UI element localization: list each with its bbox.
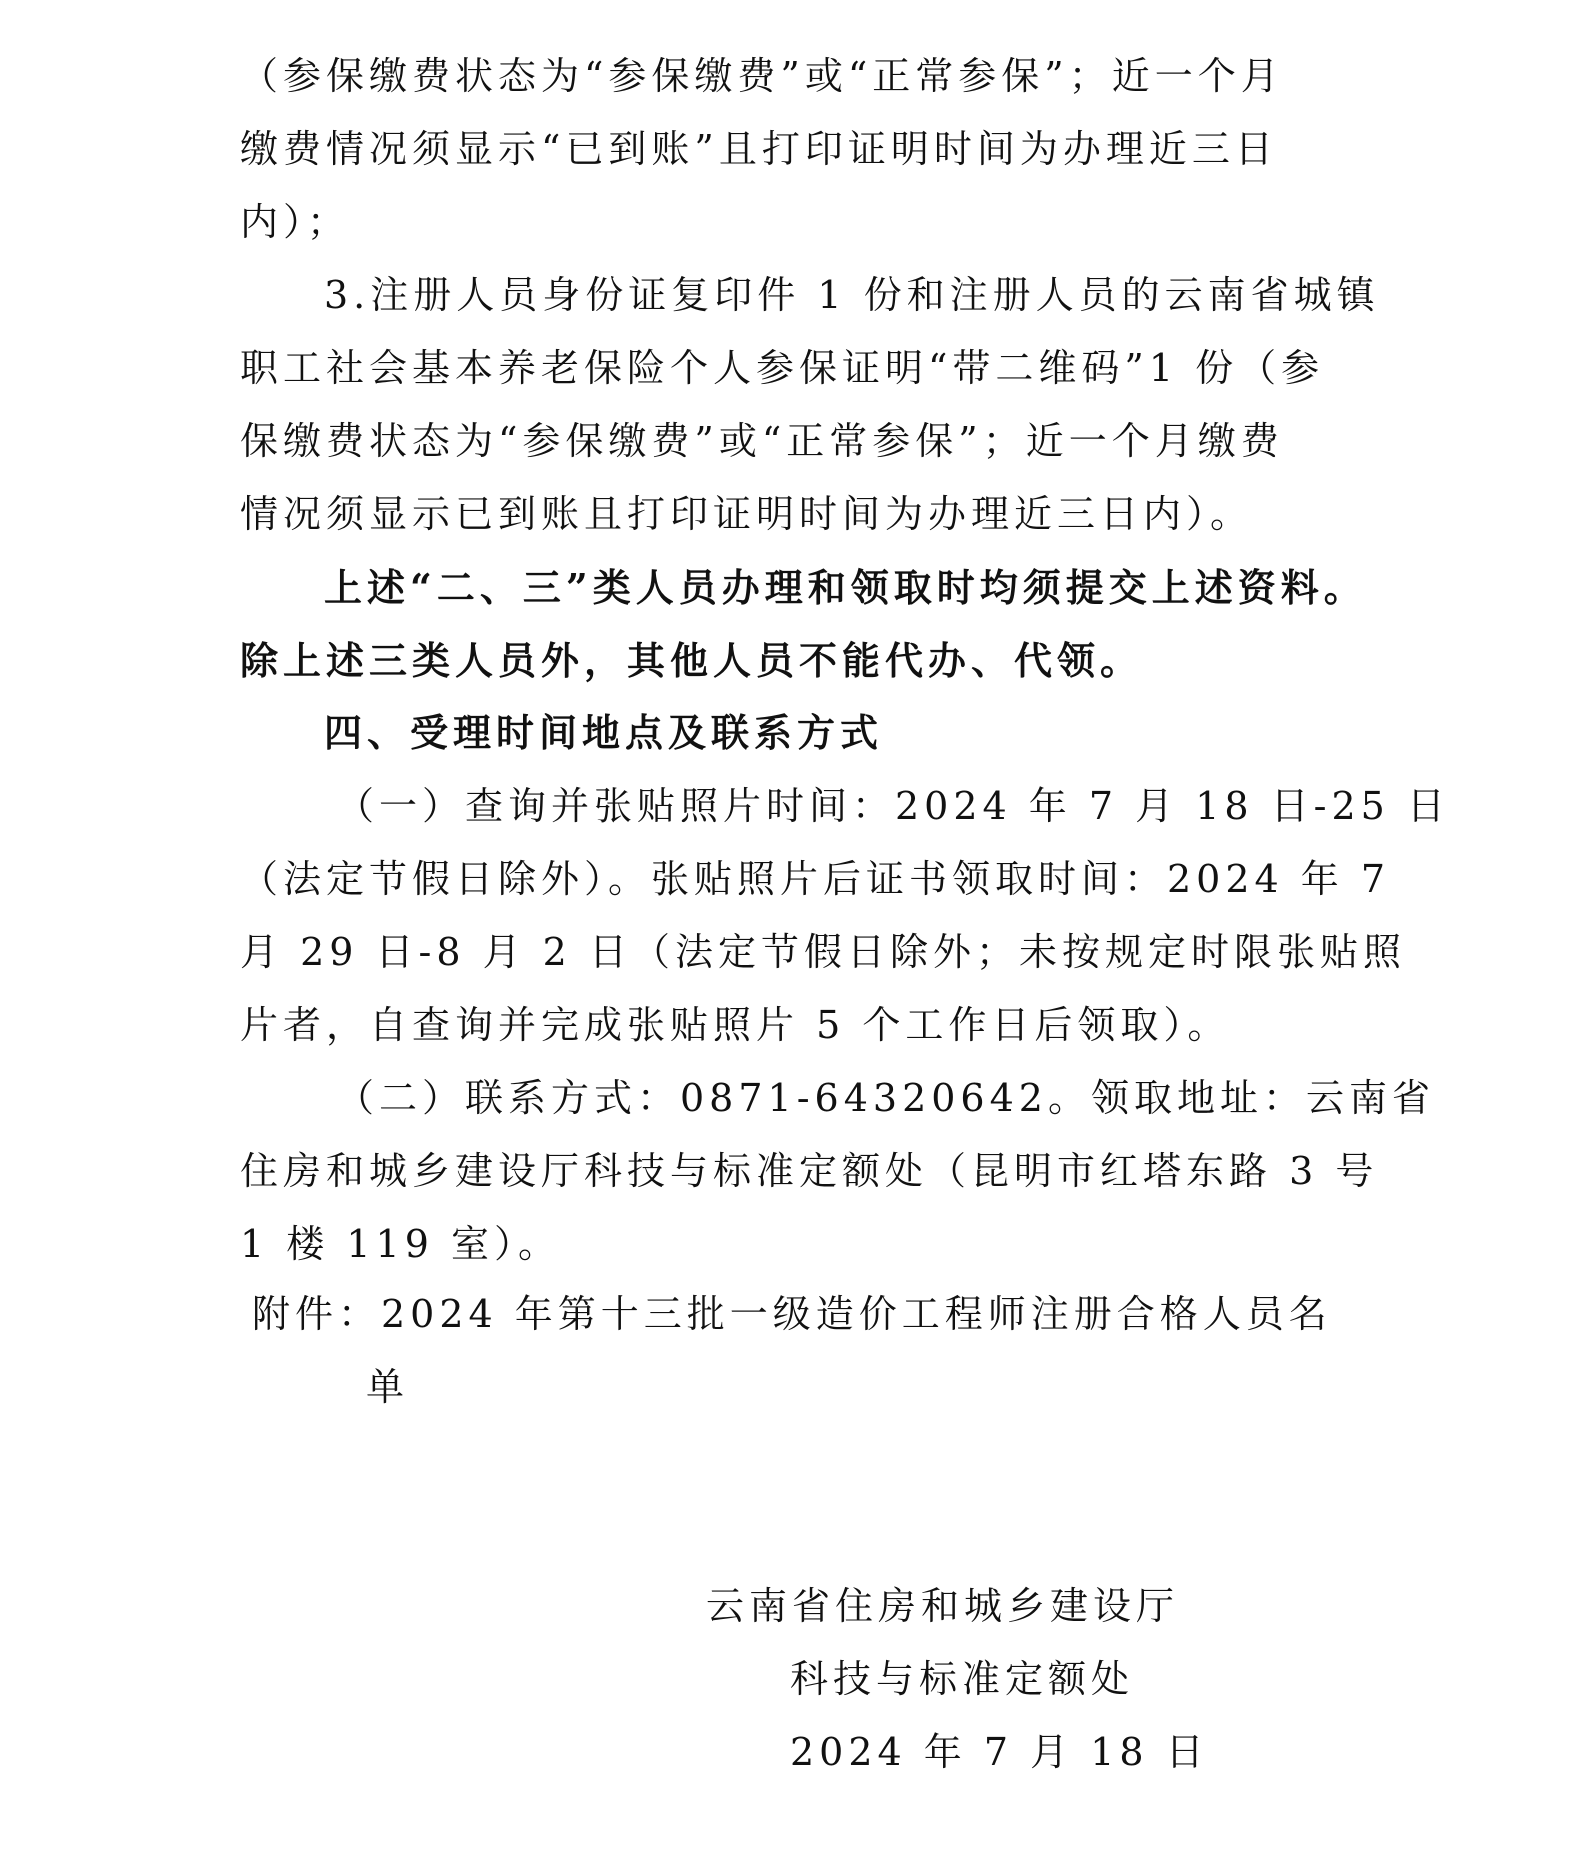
paragraph-line: 缴费情况须显示“已到账”且打印证明时间为办理近三日 bbox=[240, 127, 1278, 171]
signature-organization: 云南省住房和城乡建设厅 bbox=[706, 1584, 1180, 1628]
section-heading: 四、受理时间地点及联系方式 bbox=[324, 711, 884, 755]
attachment-line: 单 bbox=[366, 1365, 410, 1409]
attachment-line: 附件：2024 年第十三批一级造价工程师注册合格人员名 bbox=[252, 1292, 1332, 1336]
notice-line: 上述“二、三”类人员办理和领取时均须提交上述资料。 bbox=[324, 565, 1367, 610]
paragraph-line: 3.注册人员身份证复印件 1 份和注册人员的云南省城镇 bbox=[324, 273, 1380, 317]
signature-date: 2024 年 7 月 18 日 bbox=[790, 1730, 1209, 1774]
paragraph-line: （参保缴费状态为“参保缴费”或“正常参保”；近一个月 bbox=[240, 54, 1284, 98]
paragraph-line: 职工社会基本养老保险个人参保证明“带二维码”1 份（参 bbox=[240, 346, 1325, 390]
paragraph-line: 住房和城乡建设厅科技与标准定额处（昆明市红塔东路 3 号 bbox=[240, 1149, 1379, 1193]
paragraph-line: 1 楼 119 室）。 bbox=[240, 1222, 561, 1266]
document-body bbox=[240, 40, 1450, 1281]
paragraph-line: （法定节假日除外）。张贴照片后证书领取时间：2024 年 7 bbox=[240, 857, 1391, 901]
paragraph-line: 月 29 日-8 月 2 日（法定节假日除外；未按规定时限张贴照 bbox=[240, 930, 1406, 974]
paragraph-line: 片者，自查询并完成张贴照片 5 个工作日后领取）。 bbox=[240, 1003, 1231, 1047]
paragraph-line: 情况须显示已到账且打印证明时间为办理近三日内）。 bbox=[240, 492, 1254, 536]
paragraph-line: （二）联系方式：0871-64320642。领取地址：云南省 bbox=[336, 1076, 1435, 1120]
paragraph-line: 保缴费状态为“参保缴费”或“正常参保”；近一个月缴费 bbox=[240, 419, 1284, 463]
signature-department: 科技与标准定额处 bbox=[790, 1657, 1135, 1701]
notice-line: 除上述三类人员外，其他人员不能代办、代领。 bbox=[240, 638, 1144, 683]
attachment-note bbox=[252, 1278, 1332, 1424]
paragraph-line: 内）； bbox=[240, 200, 351, 244]
paragraph-line: （一）查询并张贴照片时间：2024 年 7 月 18 日-25 日 bbox=[336, 784, 1450, 828]
